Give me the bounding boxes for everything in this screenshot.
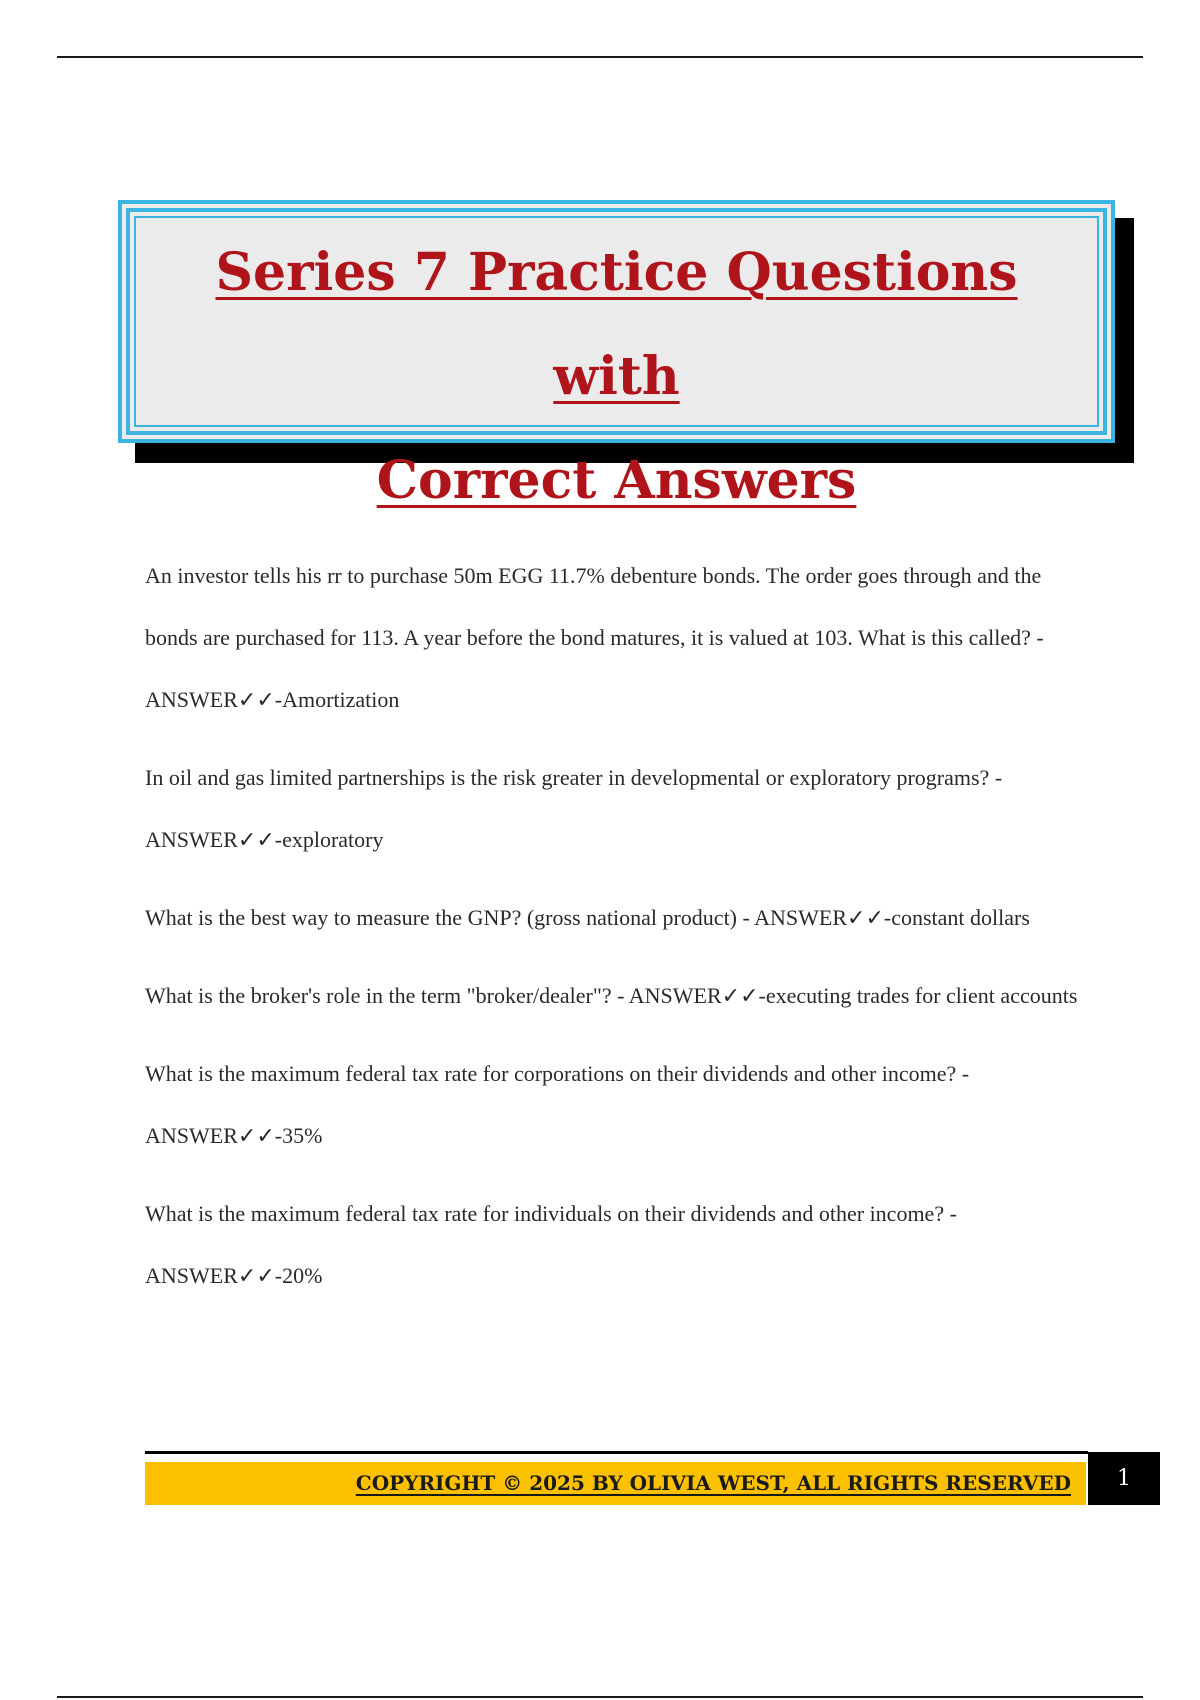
answer-text: exploratory bbox=[282, 827, 384, 852]
question-text: What is the maximum federal tax rate for individuals on their dividends and other income? bbox=[145, 1201, 945, 1226]
question-text: An investor tells his rr to purchase 50m EGG 11.7% debenture bonds. The order goes through and the bonds are purchased for 113. A year before the bond matures, it is valued at 103. What is this called? bbox=[145, 563, 1042, 650]
qa-item bbox=[145, 887, 1090, 949]
title-line-2: Correct Answers bbox=[376, 450, 857, 511]
document-title bbox=[152, 221, 1081, 533]
question-text: What is the best way to measure the GNP? (gross national product) bbox=[145, 905, 738, 930]
footer-band bbox=[145, 1462, 1086, 1505]
page-number: 1 bbox=[1088, 1452, 1160, 1505]
bottom-rule bbox=[57, 1696, 1143, 1698]
answer-text: executing trades for client accounts bbox=[765, 983, 1078, 1008]
title-line-1: Series 7 Practice Questions with bbox=[215, 242, 1018, 407]
question-text: What is the broker's role in the term "broker/dealer"? bbox=[145, 983, 612, 1008]
qa-item bbox=[145, 965, 1090, 1027]
answer-marker: - ANSWER✓✓- bbox=[611, 983, 766, 1008]
answer-marker: - ANSWER✓✓- bbox=[145, 765, 1003, 852]
qa-item bbox=[145, 1183, 1090, 1307]
footer-rule bbox=[145, 1451, 1088, 1454]
top-rule bbox=[57, 56, 1143, 58]
answer-marker: - ANSWER✓✓- bbox=[737, 905, 892, 930]
answer-text: 20% bbox=[282, 1263, 323, 1288]
qa-item bbox=[145, 545, 1090, 731]
answer-marker: - ANSWER✓✓- bbox=[145, 1201, 957, 1288]
answer-text: 35% bbox=[282, 1123, 323, 1148]
answer-marker: - ANSWER✓✓- bbox=[145, 625, 1044, 712]
qa-list bbox=[145, 545, 1090, 1323]
title-box bbox=[118, 200, 1115, 511]
answer-marker: - ANSWER✓✓- bbox=[145, 1061, 970, 1148]
copyright-notice: COPYRIGHT © 2025 BY OLIVIA WEST, ALL RIGHTS RESERVED bbox=[355, 1471, 1071, 1495]
question-text: In oil and gas limited partnerships is the risk greater in developmental or exploratory programs? bbox=[145, 765, 990, 790]
question-text: What is the maximum federal tax rate for corporations on their dividends and other income? bbox=[145, 1061, 957, 1086]
answer-text: constant dollars bbox=[891, 905, 1030, 930]
qa-item bbox=[145, 747, 1090, 871]
qa-item bbox=[145, 1043, 1090, 1167]
answer-text: Amortization bbox=[282, 687, 400, 712]
